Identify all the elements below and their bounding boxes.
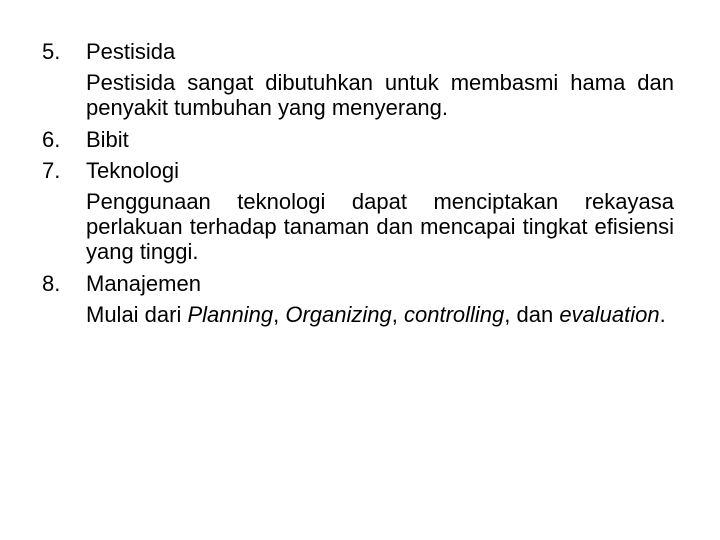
emphasis-text: controlling bbox=[403, 301, 505, 327]
list-number: 7. bbox=[42, 158, 61, 184]
description-text: Mulai dari bbox=[86, 301, 188, 327]
list-heading: Bibit bbox=[86, 126, 129, 152]
list-item-pestisida bbox=[42, 36, 674, 68]
list-heading: Pestisida bbox=[86, 39, 176, 64]
emphasis-text: evaluation bbox=[559, 301, 660, 327]
emphasis-text: Planning bbox=[187, 301, 274, 327]
list-item-teknologi bbox=[42, 155, 674, 187]
list-item-manajemen bbox=[42, 268, 674, 300]
list-number: 6. bbox=[42, 126, 61, 152]
description-text: . bbox=[659, 301, 666, 327]
list-item-bibit bbox=[42, 124, 674, 156]
description-text: , dan bbox=[504, 301, 560, 327]
description-text: , bbox=[391, 301, 404, 327]
numbered-list bbox=[42, 36, 674, 331]
emphasis-text: Organizing bbox=[285, 301, 392, 327]
list-number: 5. bbox=[42, 39, 61, 64]
list-heading: Teknologi bbox=[86, 158, 179, 184]
list-description bbox=[86, 300, 674, 331]
description-text: , bbox=[273, 301, 286, 327]
list-description: Pestisida sangat dibutuhkan untuk membasmi hama dan penyakit tumbuhan yang menyerang. bbox=[86, 69, 674, 120]
list-description: Penggunaan teknologi dapat menciptakan rekayasa perlakuan terhadap tanaman dan mencapai tingkat efisiensi yang tinggi. bbox=[86, 189, 674, 265]
list-heading: Manajemen bbox=[86, 271, 201, 297]
list-number: 8. bbox=[42, 271, 61, 297]
